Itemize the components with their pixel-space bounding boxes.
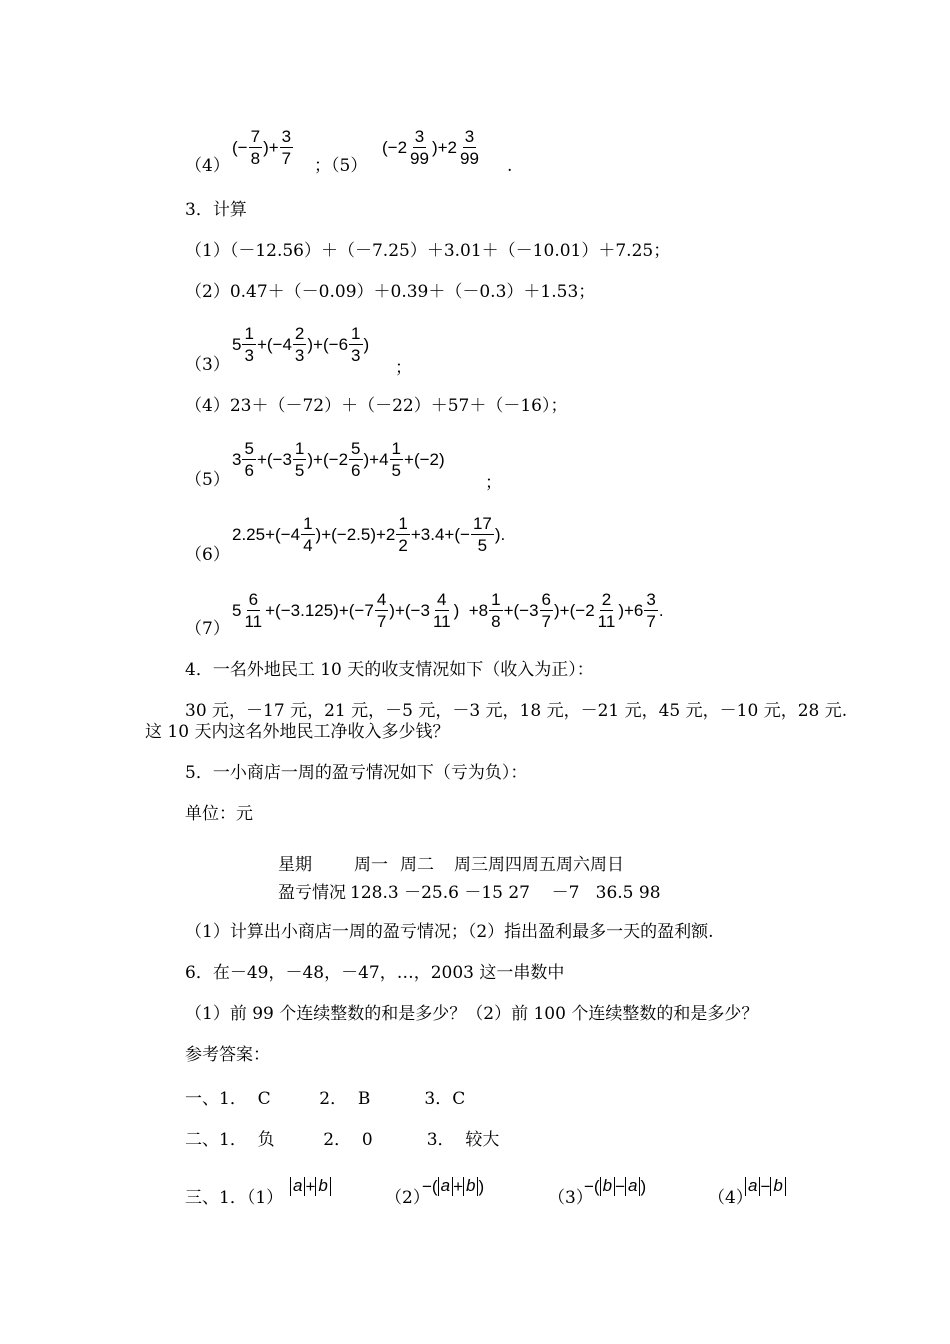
p2-end: .	[507, 156, 513, 176]
p5-question: （1）计算出小商店一周的盈亏情况；（2）指出盈利最多一天的盈利额.	[185, 922, 714, 942]
p3-5-expression: 3 $\frac{5}{6}$ +(−3 $\frac{1}{5}$ )+(−2 $\frac{5}{6}$ )+4 $\frac{1}{5}$ +(−2)	[232, 439, 445, 480]
p6-title: 6．在－49，－48，－47，…，2003 这一串数中	[185, 963, 565, 983]
table-cell: 周三	[454, 855, 488, 875]
answer-3-2-expression: −( a + b )	[422, 1176, 485, 1196]
answer-3-3-label: （3）	[548, 1188, 593, 1208]
p3-3-end: ；	[395, 358, 412, 378]
table-row-values: 128.3 －25.6 －15 27 －7 36.5 98	[350, 883, 661, 903]
table-cell: 周四	[488, 855, 522, 875]
answer-3-3-expression: −( b − a )	[584, 1176, 647, 1196]
answers-part-1: 一、1． C 2． B 3．C	[185, 1089, 466, 1109]
p4-line-1: 30 元，－17 元，21 元，－5 元，－3 元，18 元，－21 元，45 元，－10 元，28 元.	[185, 701, 848, 721]
p3-item-4: （4）23＋（－72）＋（－22）＋57＋（－16）；	[185, 396, 568, 416]
p3-7-expression: 5 $\frac{6}{11}$ +(−3.125)+(−7 $\frac{4}{7}$ )+(−3 $\frac{4}{11}$ ) +8 $\frac{1}{8}$ +(−3 $\frac{6}{7}$ )+(−2 $\frac{2}{11}$ )+6 $\frac{3}{7}$ .	[232, 590, 664, 631]
p3-title: 3．计算	[185, 200, 247, 220]
p3-7-label: （7）	[185, 619, 230, 639]
answer-3-2-label: （2）	[385, 1188, 430, 1208]
p2-separator: ；（5）	[314, 156, 368, 176]
p5-table-values-row	[278, 878, 661, 903]
p2-4-label: （4）	[185, 156, 230, 176]
p5-unit: 单位：元	[185, 804, 253, 824]
p3-5-label: （5）	[185, 470, 230, 490]
p3-6-expression: 2.25+(−4 $\frac{1}{4}$ )+(−2.5)+2 $\frac{1}{2}$ +3.4+(− $\frac{17}{5}$ ).	[232, 514, 506, 555]
p2-4-expression: (− $\frac{7}{8}$ )+ $\frac{3}{7}$	[232, 127, 292, 168]
p5-title: 5．一小商店一周的盈亏情况如下（亏为负）：	[185, 763, 528, 783]
table-cell: 周一	[354, 855, 388, 875]
answers-title: 参考答案：	[185, 1045, 270, 1065]
table-cell: 周五	[522, 855, 556, 875]
table-cell: 周二	[400, 855, 434, 875]
p6-question: （1）前 99 个连续整数的和是多少？（2）前 100 个连续整数的和是多少？	[185, 1004, 759, 1024]
p2-5-expression: (−2 $\frac{3}{99}$ )+2 $\frac{3}{99}$	[382, 127, 479, 168]
p4-title: 4．一名外地民工 10 天的收支情况如下（收入为正）：	[185, 660, 594, 680]
p3-item-1: （1）（－12.56）＋（－7.25）＋3.01＋（－10.01）＋7.25；	[185, 241, 671, 261]
answer-3-4-label: （4）	[708, 1188, 753, 1208]
table-cell: 周日	[590, 855, 624, 875]
table-cell: 星期	[278, 855, 312, 875]
answers-part-3-prefix: 三、1．（1）	[185, 1188, 284, 1208]
p3-5-end: ；	[485, 473, 502, 493]
p3-item-2: （2）0.47＋（－0.09）＋0.39＋（－0.3）＋1.53；	[185, 282, 596, 302]
p4-line-2: 这 10 天内这名外地民工净收入多少钱？	[145, 722, 450, 742]
answers-part-2: 二、1． 负 2． 0 3． 较大	[185, 1130, 500, 1150]
answer-3-4-expression: a − b	[745, 1177, 786, 1196]
table-cell: 周六	[556, 855, 590, 875]
p5-table-header-row	[278, 850, 624, 875]
p3-3-label: （3）	[185, 355, 230, 375]
p3-3-expression: 5 $\frac{1}{3}$ +(−4 $\frac{2}{3}$ )+(−6 $\frac{1}{3}$ )	[232, 324, 370, 365]
answer-3-1-expression: a + b	[290, 1177, 331, 1196]
p3-6-label: （6）	[185, 545, 230, 565]
table-row-label: 盈亏情况	[278, 883, 346, 903]
